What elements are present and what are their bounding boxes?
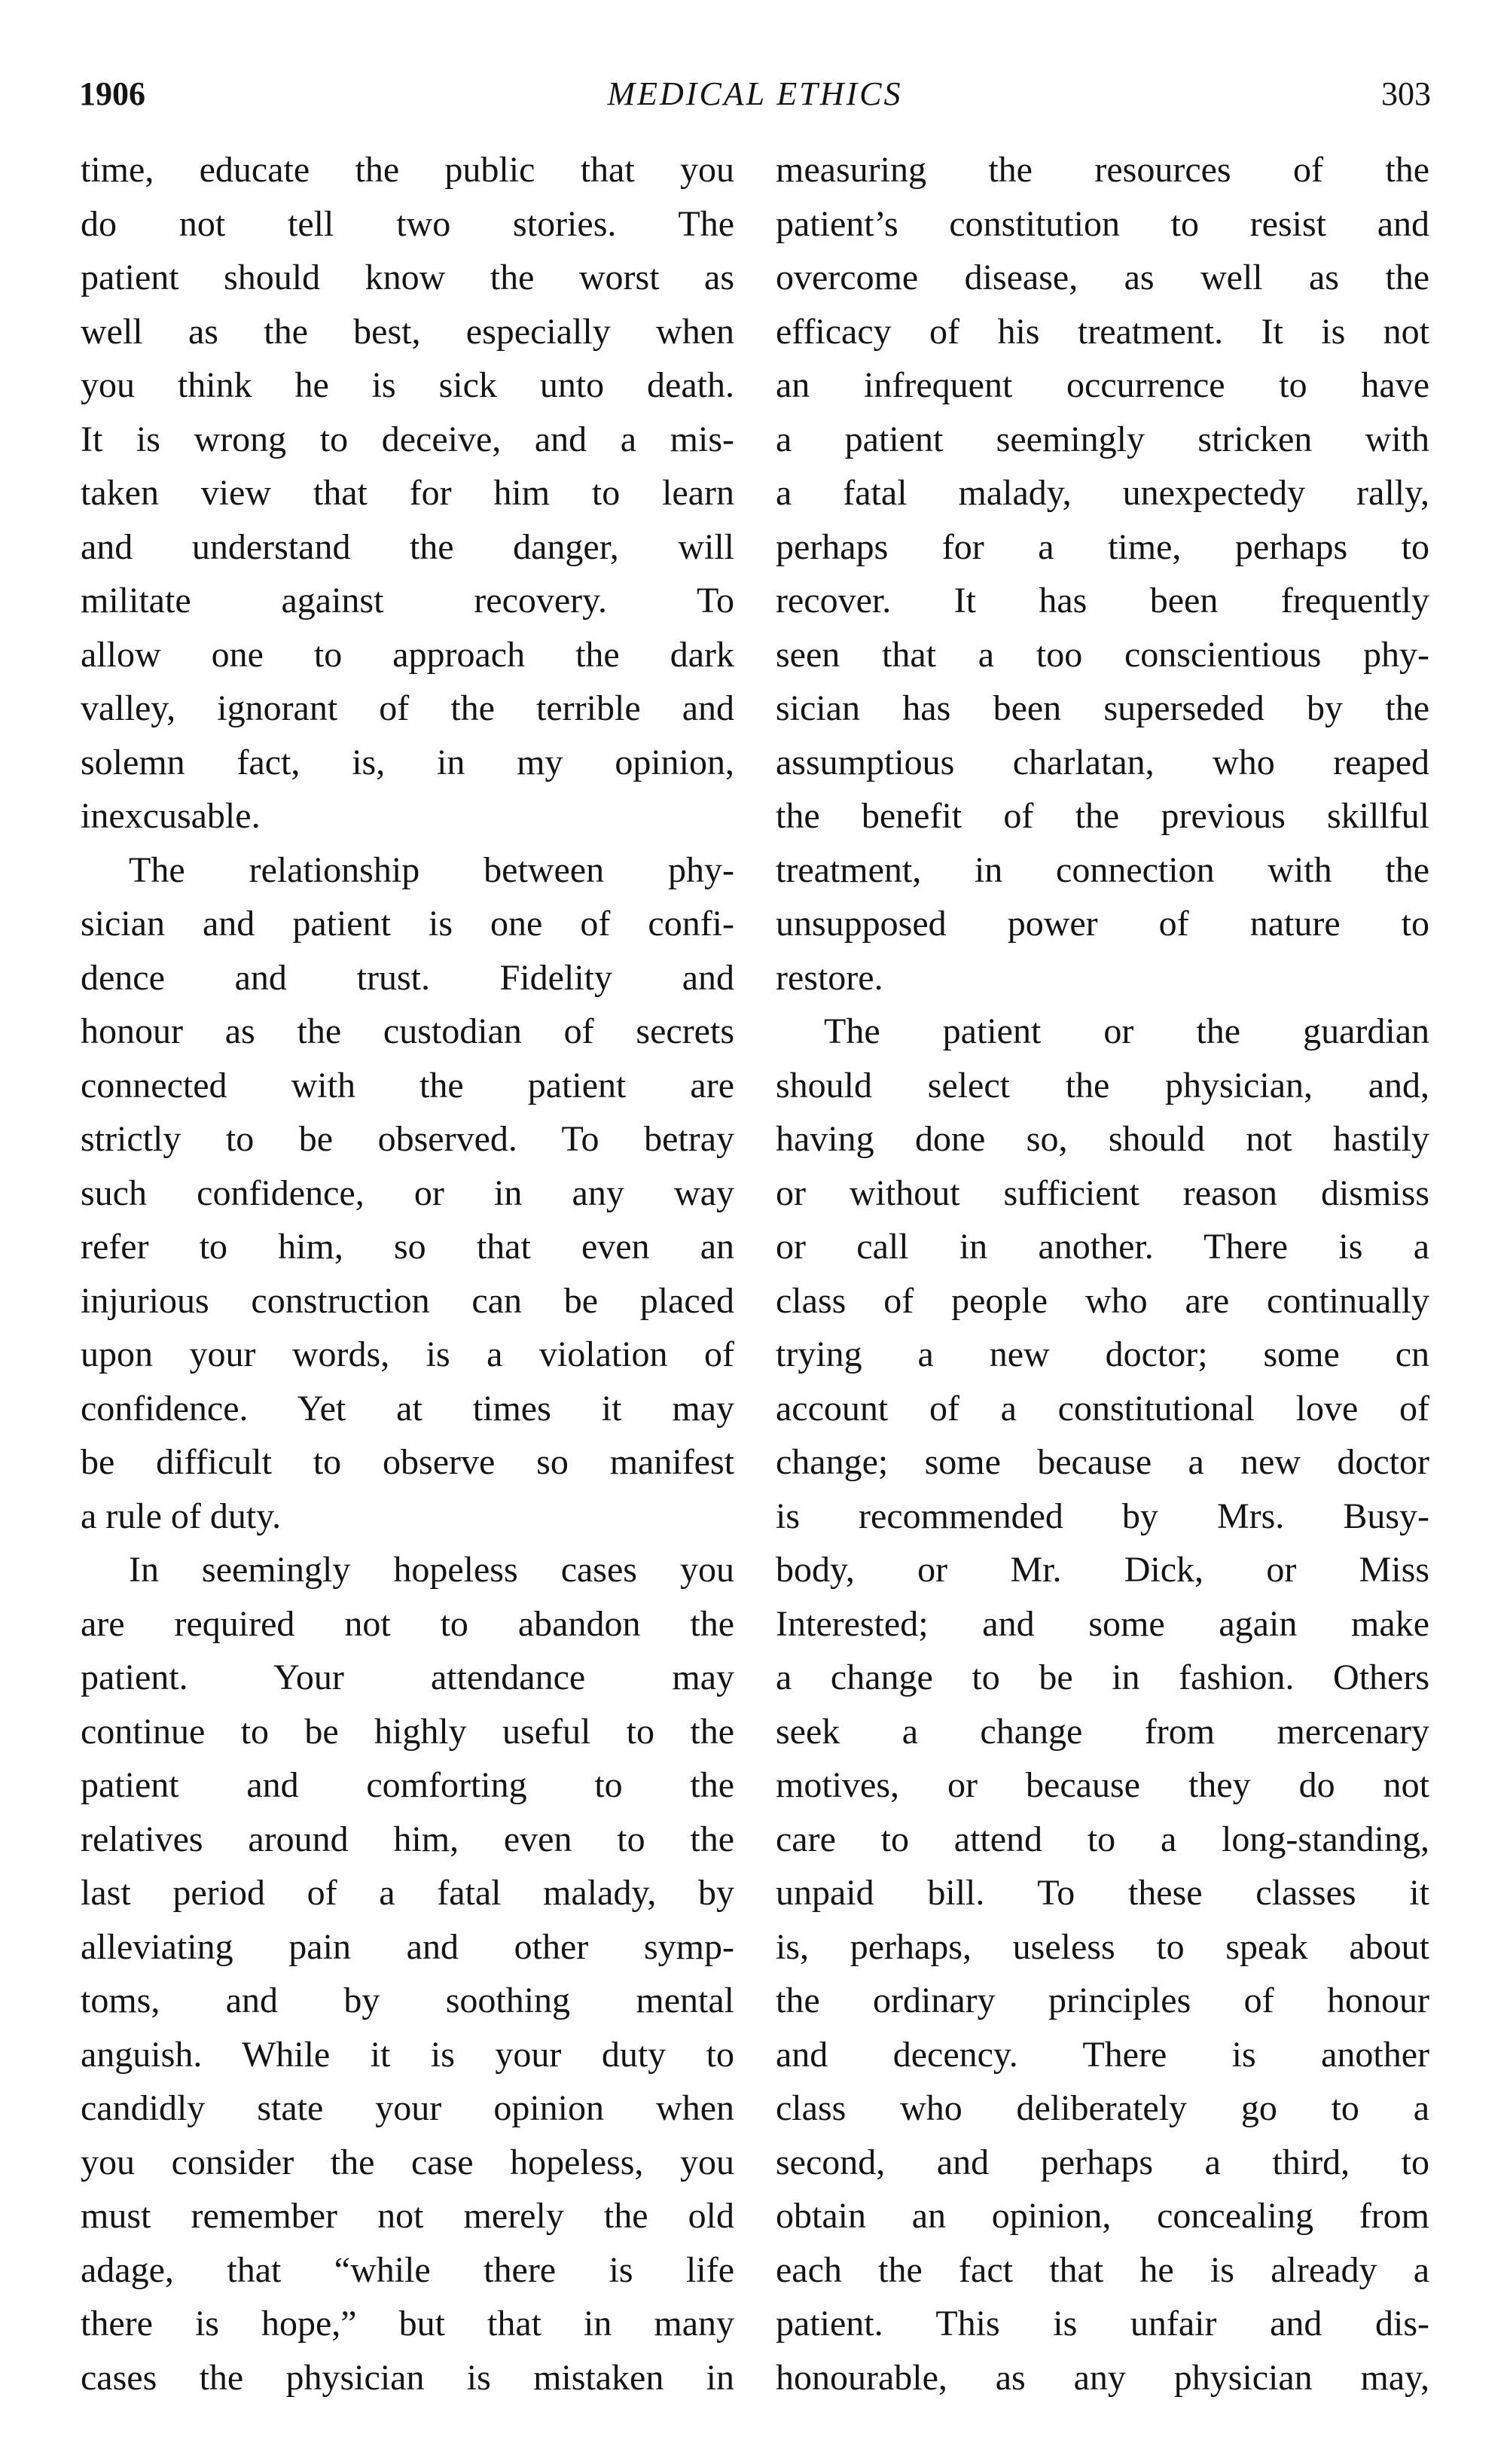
text-line: is, perhaps, useless to speak about: [776, 1926, 1429, 1967]
text-line: there is hope,” but that in many: [81, 2304, 734, 2344]
text-line: recover. It has been frequently: [776, 581, 1429, 621]
text-line: It is wrong to deceive, and a mis-: [81, 419, 734, 459]
text-line: solemn fact, is, in my opinion,: [81, 742, 734, 782]
text-line: seen that a too conscientious phy-: [776, 634, 1429, 675]
left-text-column: [81, 143, 734, 2405]
text-line: The relationship between phy-: [129, 849, 734, 890]
text-line: candidly state your opinion when: [81, 2088, 734, 2128]
text-line: each the fact that he is already a: [776, 2249, 1429, 2290]
text-line: second, and perhaps a third, to: [776, 2142, 1429, 2182]
text-line: unpaid bill. To these classes it: [776, 1873, 1429, 1913]
text-line: obtain an opinion, concealing from: [776, 2196, 1429, 2236]
text-line: and decency. There is another: [776, 2034, 1429, 2075]
text-line: time, educate the public that you: [81, 150, 734, 190]
text-line: connected with the patient are: [81, 1065, 734, 1105]
text-line: cases the physician is mistaken in: [81, 2357, 734, 2398]
text-line: adage, that “while there is life: [81, 2249, 734, 2290]
text-line: allow one to approach the dark: [81, 634, 734, 675]
page-header: [79, 72, 1431, 117]
text-line: must remember not merely the old: [81, 2196, 734, 2236]
text-line: restore.: [776, 957, 883, 998]
text-line: or call in another. There is a: [776, 1227, 1429, 1267]
text-line: are required not to abandon the: [81, 1603, 734, 1644]
text-line: should select the physician, and,: [776, 1065, 1429, 1105]
text-line: sician and patient is one of confi-: [81, 904, 734, 944]
right-text-column: [776, 143, 1429, 2405]
text-line: honour as the custodian of secrets: [81, 1011, 734, 1051]
text-line: toms, and by soothing mental: [81, 1981, 734, 2020]
text-line: body, or Mr. Dick, or Miss: [776, 1550, 1429, 1590]
text-line: motives, or because they do not: [776, 1765, 1429, 1805]
text-line: patient and comforting to the: [81, 1765, 734, 1805]
text-line: patient’s constitution to resist and: [776, 203, 1429, 244]
text-line: inexcusable.: [81, 796, 261, 836]
text-line: or without sufficient reason dismiss: [776, 1173, 1429, 1213]
text-line: continue to be highly useful to the: [81, 1711, 734, 1752]
text-line: injurious construction can be placed: [81, 1280, 734, 1321]
text-line: measuring the resources of the: [776, 150, 1429, 190]
text-line: well as the best, especially when: [81, 311, 734, 352]
text-line: do not tell two stories. The: [81, 203, 734, 244]
text-line: be difficult to observe so manifest: [81, 1442, 734, 1482]
text-line: anguish. While it is your duty to: [81, 2034, 734, 2075]
text-line: valley, ignorant of the terrible and: [81, 688, 734, 728]
text-line: account of a constitutional love of: [776, 1388, 1429, 1429]
text-line: such confidence, or in any way: [81, 1173, 734, 1213]
text-line: unsupposed power of nature to: [776, 904, 1429, 944]
text-line: relatives around him, even to the: [81, 1819, 734, 1859]
text-line: having done so, should not hastily: [776, 1119, 1429, 1159]
text-line: alleviating pain and other symp-: [81, 1926, 734, 1967]
text-line: you think he is sick unto death.: [81, 365, 734, 405]
page-number: 303: [1381, 75, 1431, 112]
page-year: 1906: [79, 75, 145, 112]
text-line: the ordinary principles of honour: [776, 1981, 1429, 2020]
text-line: treatment, in connection with the: [776, 849, 1429, 890]
text-line: trying a new doctor; some cn: [776, 1334, 1429, 1374]
text-line: class of people who are continually: [776, 1280, 1429, 1321]
text-line: strictly to be observed. To betray: [81, 1119, 734, 1159]
text-line: a change to be in fashion. Others: [776, 1657, 1429, 1697]
text-line: upon your words, is a violation of: [81, 1334, 734, 1374]
text-line: and understand the danger, will: [81, 526, 734, 567]
text-line: honourable, as any physician may,: [776, 2357, 1429, 2398]
text-line: change; some because a new doctor: [776, 1442, 1429, 1482]
text-line: patient. Your attendance may: [81, 1657, 734, 1697]
text-line: care to attend to a long-standing,: [776, 1819, 1429, 1859]
text-line: a patient seemingly stricken with: [776, 419, 1429, 459]
text-line: class who deliberately go to a: [776, 2088, 1429, 2128]
running-title: MEDICAL ETHICS: [607, 75, 903, 112]
text-line: efficacy of his treatment. It is not: [776, 311, 1429, 352]
text-line: is recommended by Mrs. Busy-: [776, 1496, 1429, 1536]
text-line: seek a change from mercenary: [776, 1711, 1429, 1752]
text-line: patient. This is unfair and dis-: [776, 2304, 1429, 2344]
text-line: an infrequent occurrence to have: [776, 365, 1429, 405]
text-line: sician has been superseded by the: [776, 688, 1429, 728]
text-line: a fatal malady, unexpectedy rally,: [776, 473, 1429, 513]
text-line: The patient or the guardian: [824, 1011, 1429, 1051]
text-line: last period of a fatal malady, by: [81, 1873, 734, 1913]
text-line: you consider the case hopeless, you: [81, 2142, 734, 2182]
text-line: In seemingly hopeless cases you: [129, 1550, 734, 1590]
text-line: perhaps for a time, perhaps to: [776, 526, 1429, 567]
text-line: a rule of duty.: [81, 1496, 282, 1536]
text-line: Interested; and some again make: [776, 1603, 1429, 1644]
text-line: refer to him, so that even an: [81, 1227, 734, 1267]
text-line: dence and trust. Fidelity and: [81, 957, 734, 998]
text-line: the benefit of the previous skillful: [776, 796, 1429, 836]
text-line: militate against recovery. To: [81, 581, 734, 621]
text-line: taken view that for him to learn: [81, 473, 734, 513]
text-line: confidence. Yet at times it may: [81, 1388, 734, 1429]
text-line: assumptious charlatan, who reaped: [776, 742, 1429, 782]
text-line: overcome disease, as well as the: [776, 258, 1429, 297]
text-line: patient should know the worst as: [81, 258, 734, 297]
